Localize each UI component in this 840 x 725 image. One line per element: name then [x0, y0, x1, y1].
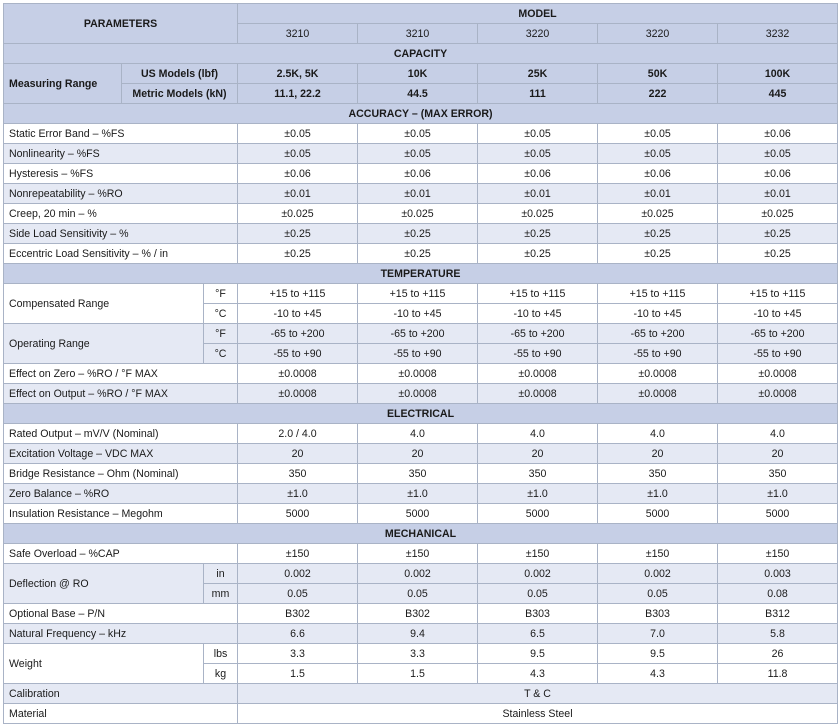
value-cell: 9.4 — [358, 624, 478, 644]
value-cell: 5000 — [598, 504, 718, 524]
table-row — [4, 164, 838, 184]
value-cell: ±0.06 — [358, 164, 478, 184]
electrical-section-row — [4, 404, 838, 424]
value-cell: 0.003 — [718, 564, 838, 584]
value-cell: 0.05 — [358, 584, 478, 604]
value-cell: 20 — [718, 444, 838, 464]
metric-models-label: Metric Models (kN) — [122, 84, 238, 104]
model-number-cell: 3232 — [718, 24, 838, 44]
value-cell: ±0.05 — [478, 124, 598, 144]
value-cell: ±150 — [478, 544, 598, 564]
value-cell: B302 — [358, 604, 478, 624]
value-cell: -55 to +90 — [238, 344, 358, 364]
value-cell: 11.1, 22.2 — [238, 84, 358, 104]
table-row — [4, 124, 838, 144]
unit-cell: kg — [204, 664, 238, 684]
value-cell: ±0.0008 — [238, 364, 358, 384]
table-row — [4, 504, 838, 524]
value-cell: ±0.0008 — [358, 384, 478, 404]
row-label: Effect on Zero – %RO / °F MAX — [4, 364, 238, 384]
row-label: Weight — [4, 644, 204, 684]
value-cell: 4.0 — [598, 424, 718, 444]
value-cell: ±0.01 — [358, 184, 478, 204]
measuring-range-row — [4, 84, 838, 104]
table-row — [4, 144, 838, 164]
value-cell: B303 — [478, 604, 598, 624]
table-row — [4, 324, 838, 344]
value-cell: 4.0 — [718, 424, 838, 444]
value-cell: 0.002 — [238, 564, 358, 584]
mechanical-section-row — [4, 524, 838, 544]
value-cell: ±0.06 — [238, 164, 358, 184]
value-cell: ±0.025 — [238, 204, 358, 224]
calibration-row — [4, 684, 838, 704]
value-cell: ±0.01 — [478, 184, 598, 204]
value-cell: 9.5 — [598, 644, 718, 664]
value-cell: ±1.0 — [358, 484, 478, 504]
value-cell: -10 to +45 — [478, 304, 598, 324]
value-cell: ±0.05 — [358, 124, 478, 144]
value-cell: ±0.0008 — [598, 384, 718, 404]
row-label: Side Load Sensitivity – % — [4, 224, 238, 244]
value-cell: ±0.05 — [358, 144, 478, 164]
row-label: Creep, 20 min – % — [4, 204, 238, 224]
value-cell: ±0.25 — [598, 244, 718, 264]
unit-cell: mm — [204, 584, 238, 604]
value-cell: -10 to +45 — [238, 304, 358, 324]
temperature-section-title: TEMPERATURE — [4, 264, 838, 284]
row-label: Deflection @ RO — [4, 564, 204, 604]
unit-cell: in — [204, 564, 238, 584]
value-cell: 3.3 — [358, 644, 478, 664]
value-cell: 350 — [718, 464, 838, 484]
value-cell: 20 — [238, 444, 358, 464]
calibration-label: Calibration — [4, 684, 238, 704]
row-label: Nonrepeatability – %RO — [4, 184, 238, 204]
value-cell: ±150 — [598, 544, 718, 564]
value-cell: 0.002 — [598, 564, 718, 584]
value-cell: 25K — [478, 64, 598, 84]
temperature-section-row — [4, 264, 838, 284]
value-cell: 11.8 — [718, 664, 838, 684]
model-number-cell: 3210 — [358, 24, 478, 44]
value-cell: -55 to +90 — [718, 344, 838, 364]
row-label: Static Error Band – %FS — [4, 124, 238, 144]
value-cell: 100K — [718, 64, 838, 84]
table-row — [4, 204, 838, 224]
accuracy-section-title: ACCURACY – (MAX ERROR) — [4, 104, 838, 124]
value-cell: ±0.25 — [718, 224, 838, 244]
value-cell: -55 to +90 — [358, 344, 478, 364]
table-row — [4, 464, 838, 484]
value-cell: 2.5K, 5K — [238, 64, 358, 84]
row-label: Optional Base – P/N — [4, 604, 238, 624]
value-cell: +15 to +115 — [238, 284, 358, 304]
value-cell: ±0.05 — [718, 144, 838, 164]
value-cell: ±0.25 — [358, 224, 478, 244]
row-label: Insulation Resistance – Megohm — [4, 504, 238, 524]
row-label: Bridge Resistance – Ohm (Nominal) — [4, 464, 238, 484]
value-cell: +15 to +115 — [478, 284, 598, 304]
value-cell: ±0.25 — [478, 224, 598, 244]
value-cell: 0.002 — [358, 564, 478, 584]
row-label: Natural Frequency – kHz — [4, 624, 238, 644]
value-cell: 1.5 — [358, 664, 478, 684]
value-cell: 5.8 — [718, 624, 838, 644]
value-cell: -55 to +90 — [478, 344, 598, 364]
row-label: Compensated Range — [4, 284, 204, 324]
electrical-section-title: ELECTRICAL — [4, 404, 838, 424]
value-cell: ±1.0 — [598, 484, 718, 504]
value-cell: ±1.0 — [718, 484, 838, 504]
material-value: Stainless Steel — [238, 704, 838, 724]
value-cell: 20 — [478, 444, 598, 464]
table-row — [4, 604, 838, 624]
value-cell: -10 to +45 — [598, 304, 718, 324]
value-cell: 9.5 — [478, 644, 598, 664]
header-row-capacity — [4, 44, 838, 64]
value-cell: 350 — [238, 464, 358, 484]
measuring-range-label: Measuring Range — [4, 64, 122, 104]
unit-cell: °F — [204, 284, 238, 304]
value-cell: ±0.25 — [718, 244, 838, 264]
value-cell: 350 — [358, 464, 478, 484]
value-cell: 44.5 — [358, 84, 478, 104]
unit-cell: °C — [204, 304, 238, 324]
material-label: Material — [4, 704, 238, 724]
value-cell: 0.002 — [478, 564, 598, 584]
value-cell: 20 — [598, 444, 718, 464]
value-cell: ±0.25 — [238, 244, 358, 264]
value-cell: ±0.0008 — [478, 364, 598, 384]
value-cell: 5000 — [238, 504, 358, 524]
value-cell: ±0.01 — [238, 184, 358, 204]
value-cell: B303 — [598, 604, 718, 624]
value-cell: ±0.01 — [598, 184, 718, 204]
value-cell: 26 — [718, 644, 838, 664]
value-cell: 20 — [358, 444, 478, 464]
value-cell: ±0.06 — [718, 164, 838, 184]
value-cell: 5000 — [718, 504, 838, 524]
accuracy-section-row — [4, 104, 838, 124]
value-cell: B302 — [238, 604, 358, 624]
model-header: MODEL — [238, 4, 838, 24]
table-row — [4, 564, 838, 584]
model-number-cell: 3210 — [238, 24, 358, 44]
table-row — [4, 544, 838, 564]
value-cell: ±0.25 — [358, 244, 478, 264]
specifications-table — [3, 3, 838, 724]
value-cell: 6.6 — [238, 624, 358, 644]
value-cell: ±0.25 — [238, 224, 358, 244]
capacity-header: CAPACITY — [4, 44, 838, 64]
value-cell: ±0.025 — [598, 204, 718, 224]
calibration-value: T & C — [238, 684, 838, 704]
value-cell: ±0.0008 — [718, 384, 838, 404]
value-cell: 2.0 / 4.0 — [238, 424, 358, 444]
value-cell: ±0.25 — [478, 244, 598, 264]
value-cell: ±0.01 — [718, 184, 838, 204]
value-cell: ±0.025 — [358, 204, 478, 224]
value-cell: +15 to +115 — [598, 284, 718, 304]
value-cell: 5000 — [358, 504, 478, 524]
parameters-header: PARAMETERS — [4, 4, 238, 44]
value-cell: ±1.0 — [478, 484, 598, 504]
value-cell: ±0.0008 — [238, 384, 358, 404]
value-cell: ±150 — [718, 544, 838, 564]
unit-cell: °C — [204, 344, 238, 364]
value-cell: ±0.05 — [238, 124, 358, 144]
value-cell: ±0.06 — [478, 164, 598, 184]
unit-cell: °F — [204, 324, 238, 344]
value-cell: ±0.05 — [598, 144, 718, 164]
value-cell: ±0.06 — [598, 164, 718, 184]
row-label: Rated Output – mV/V (Nominal) — [4, 424, 238, 444]
value-cell: 1.5 — [238, 664, 358, 684]
value-cell: ±0.05 — [478, 144, 598, 164]
value-cell: +15 to +115 — [358, 284, 478, 304]
value-cell: 0.08 — [718, 584, 838, 604]
table-row — [4, 184, 838, 204]
value-cell: -65 to +200 — [238, 324, 358, 344]
value-cell: 4.0 — [358, 424, 478, 444]
value-cell: 3.3 — [238, 644, 358, 664]
value-cell: 350 — [478, 464, 598, 484]
value-cell: 50K — [598, 64, 718, 84]
table-row — [4, 484, 838, 504]
value-cell: ±0.0008 — [478, 384, 598, 404]
table-row — [4, 444, 838, 464]
table-row — [4, 424, 838, 444]
row-label: Operating Range — [4, 324, 204, 364]
row-label: Effect on Output – %RO / °F MAX — [4, 384, 238, 404]
measuring-range-row — [4, 64, 838, 84]
value-cell: ±0.05 — [238, 144, 358, 164]
model-number-cell: 3220 — [478, 24, 598, 44]
value-cell: ±0.05 — [598, 124, 718, 144]
model-number-cell: 3220 — [598, 24, 718, 44]
value-cell: B312 — [718, 604, 838, 624]
row-label: Safe Overload – %CAP — [4, 544, 238, 564]
value-cell: 350 — [598, 464, 718, 484]
value-cell: ±0.025 — [718, 204, 838, 224]
table-row — [4, 244, 838, 264]
value-cell: 445 — [718, 84, 838, 104]
value-cell: -10 to +45 — [718, 304, 838, 324]
value-cell: 0.05 — [478, 584, 598, 604]
value-cell: 222 — [598, 84, 718, 104]
mechanical-section-title: MECHANICAL — [4, 524, 838, 544]
value-cell: ±1.0 — [238, 484, 358, 504]
value-cell: -65 to +200 — [598, 324, 718, 344]
row-label: Nonlinearity – %FS — [4, 144, 238, 164]
row-label: Eccentric Load Sensitivity – % / in — [4, 244, 238, 264]
value-cell: 7.0 — [598, 624, 718, 644]
value-cell: 10K — [358, 64, 478, 84]
value-cell: -65 to +200 — [718, 324, 838, 344]
table-row — [4, 284, 838, 304]
value-cell: -65 to +200 — [478, 324, 598, 344]
value-cell: ±0.25 — [598, 224, 718, 244]
value-cell: 5000 — [478, 504, 598, 524]
value-cell: +15 to +115 — [718, 284, 838, 304]
value-cell: 0.05 — [238, 584, 358, 604]
value-cell: 0.05 — [598, 584, 718, 604]
value-cell: 4.3 — [598, 664, 718, 684]
value-cell: ±0.0008 — [358, 364, 478, 384]
header-row-model — [4, 4, 838, 24]
table-row — [4, 364, 838, 384]
value-cell: 4.3 — [478, 664, 598, 684]
row-label: Zero Balance – %RO — [4, 484, 238, 504]
table-row — [4, 624, 838, 644]
value-cell: 6.5 — [478, 624, 598, 644]
table-row — [4, 644, 838, 664]
value-cell: -55 to +90 — [598, 344, 718, 364]
value-cell: ±0.06 — [718, 124, 838, 144]
unit-cell: lbs — [204, 644, 238, 664]
table-row — [4, 224, 838, 244]
value-cell: -65 to +200 — [358, 324, 478, 344]
us-models-label: US Models (lbf) — [122, 64, 238, 84]
row-label: Excitation Voltage – VDC MAX — [4, 444, 238, 464]
value-cell: ±150 — [358, 544, 478, 564]
material-row — [4, 704, 838, 724]
value-cell: ±0.0008 — [598, 364, 718, 384]
value-cell: ±0.025 — [478, 204, 598, 224]
table-row — [4, 384, 838, 404]
row-label: Hysteresis – %FS — [4, 164, 238, 184]
value-cell: 111 — [478, 84, 598, 104]
value-cell: 4.0 — [478, 424, 598, 444]
value-cell: ±150 — [238, 544, 358, 564]
value-cell: -10 to +45 — [358, 304, 478, 324]
value-cell: ±0.0008 — [718, 364, 838, 384]
